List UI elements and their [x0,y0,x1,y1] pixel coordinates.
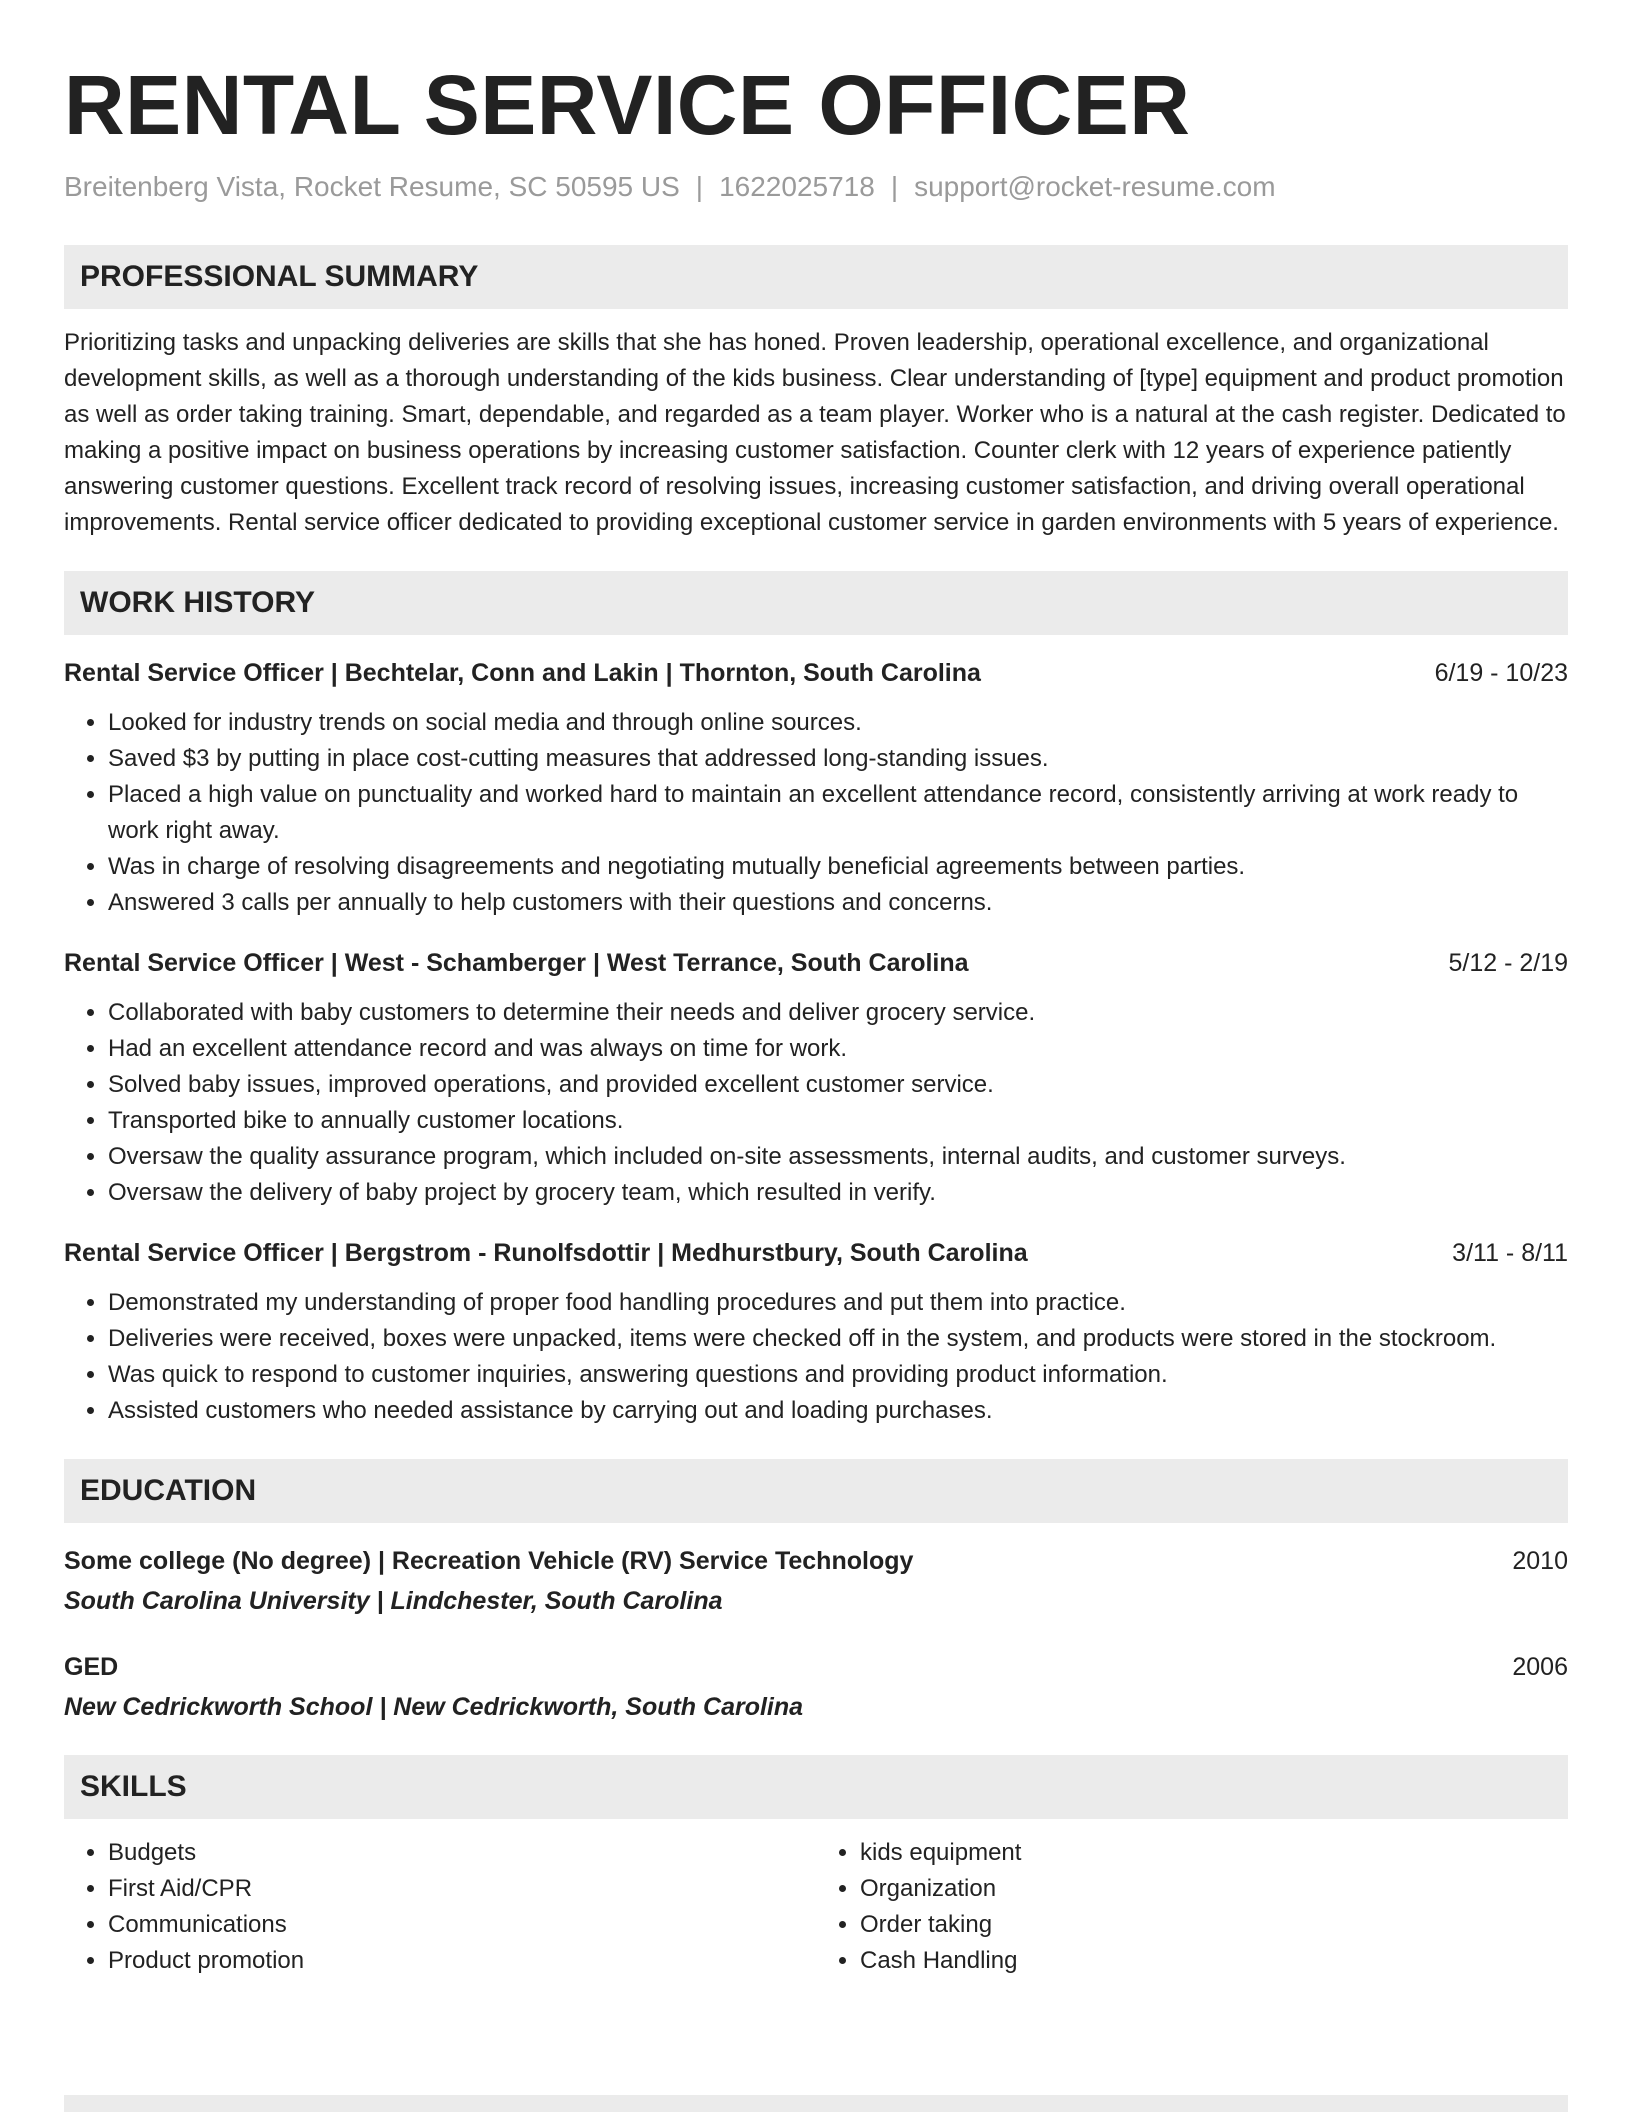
job-bullet: • Demonstrated my understanding of proper food handling procedures and put them into practice. [108,1285,1568,1321]
skill-item: • First Aid/CPR [108,1871,816,1907]
education-degree: Some college (No degree) | Recreation Vehicle (RV) Service Technology [64,1547,914,1575]
job-bullet: • Oversaw the delivery of baby project by grocery team, which resulted in verify. [108,1175,1568,1211]
job-header [64,1235,1568,1271]
education-entry [64,1649,1568,1725]
job-entry [64,945,1568,1211]
skills-list [64,1835,1568,1979]
skills-column-left [64,1835,816,1979]
section-header-summary: PROFESSIONAL SUMMARY [64,245,1568,309]
job-bullet: • Looked for industry trends on social media and through online sources. [108,705,1568,741]
education-header [64,1649,1568,1685]
contact-phone: 1622025718 [719,171,875,202]
section-header-work-history: WORK HISTORY [64,571,1568,635]
contact-separator: | [890,171,899,202]
job-bullet: • Placed a high value on punctuality and worked hard to maintain an excellent attendance record, consistently arriving at work ready to work right away. [108,777,1568,849]
section-header-education: EDUCATION [64,1459,1568,1523]
education-year: 2010 [1512,1547,1568,1575]
job-bullet: • Saved $3 by putting in place cost-cutting measures that addressed long-standing issues. [108,741,1568,777]
section-header-skills: SKILLS [64,1755,1568,1819]
job-bullets [64,1285,1568,1429]
education-degree: GED [64,1653,119,1681]
job-entry [64,1235,1568,1429]
job-bullet: • Was quick to respond to customer inquiries, answering questions and providing product information. [108,1357,1568,1393]
contact-email: support@rocket-resume.com [914,171,1276,202]
job-bullets [64,705,1568,921]
job-heading: Rental Service Officer | Bergstrom - Runolfsdottir | Medhurstbury, South Carolina [64,1239,1028,1267]
job-entry [64,655,1568,921]
job-bullet: • Oversaw the quality assurance program, which included on-site assessments, internal audits, and customer surveys. [108,1139,1568,1175]
job-bullet: • Answered 3 calls per annually to help customers with their questions and concerns. [108,885,1568,921]
skills-column-right [816,1835,1568,1979]
contact-line [64,169,1568,205]
skill-item: • Product promotion [108,1943,816,1979]
job-bullet: • Deliveries were received, boxes were unpacked, items were checked off in the system, and products were stored in the stockroom. [108,1321,1568,1357]
job-dates: 5/12 - 2/19 [1448,949,1568,977]
education-header [64,1543,1568,1579]
job-bullet: • Solved baby issues, improved operations, and provided excellent customer service. [108,1067,1568,1103]
job-header [64,655,1568,691]
job-dates: 3/11 - 8/11 [1452,1239,1568,1267]
job-bullet: • Had an excellent attendance record and was always on time for work. [108,1031,1568,1067]
job-bullet: • Transported bike to annually customer locations. [108,1103,1568,1139]
skill-item: • Order taking [860,1907,1568,1943]
contact-separator: | [695,171,704,202]
education-school: South Carolina University | Lindchester, South Carolina [64,1587,723,1615]
skill-item: • kids equipment [860,1835,1568,1871]
summary-text: Prioritizing tasks and unpacking deliveries are skills that she has honed. Proven leadership, operational excellence, and organizational development skills, as well as a thorough understanding of the kids business. Clear understanding of [type] equipment and product promotion as well as order taking training. Smart, dependable, and regarded as a team player. Worker who is a natural at the cash register. Dedicated to making a positive impact on business operations by increasing customer satisfaction. Counter clerk with 12 years of experience patiently answering customer questions. Excellent track record of resolving issues, increasing customer satisfaction, and driving overall operational improvements. Rental service officer dedicated to providing exceptional customer service in garden environments with 5 years of experience. [64,329,1566,536]
job-dates: 6/19 - 10/23 [1434,659,1568,687]
education-entry [64,1543,1568,1619]
skill-item: • Cash Handling [860,1943,1568,1979]
education-year: 2006 [1512,1653,1568,1681]
skill-item: • Budgets [108,1835,816,1871]
skill-item: • Organization [860,1871,1568,1907]
job-bullet: • Was in charge of resolving disagreements and negotiating mutually beneficial agreements between parties. [108,849,1568,885]
job-heading: Rental Service Officer | West - Schamberger | West Terrance, South Carolina [64,949,969,977]
job-bullets [64,995,1568,1211]
skill-item: • Communications [108,1907,816,1943]
next-section-header-bar [64,2095,1568,2112]
job-bullet: • Collaborated with baby customers to determine their needs and deliver grocery service. [108,995,1568,1031]
job-bullet: • Assisted customers who needed assistance by carrying out and loading purchases. [108,1393,1568,1429]
candidate-name: RENTAL SERVICE OFFICER [64,58,1191,152]
contact-address: Breitenberg Vista, Rocket Resume, SC 50595 US [64,171,680,202]
job-heading: Rental Service Officer | Bechtelar, Conn and Lakin | Thornton, South Carolina [64,659,981,687]
job-header [64,945,1568,981]
education-school: New Cedrickworth School | New Cedrickworth, South Carolina [64,1693,804,1721]
